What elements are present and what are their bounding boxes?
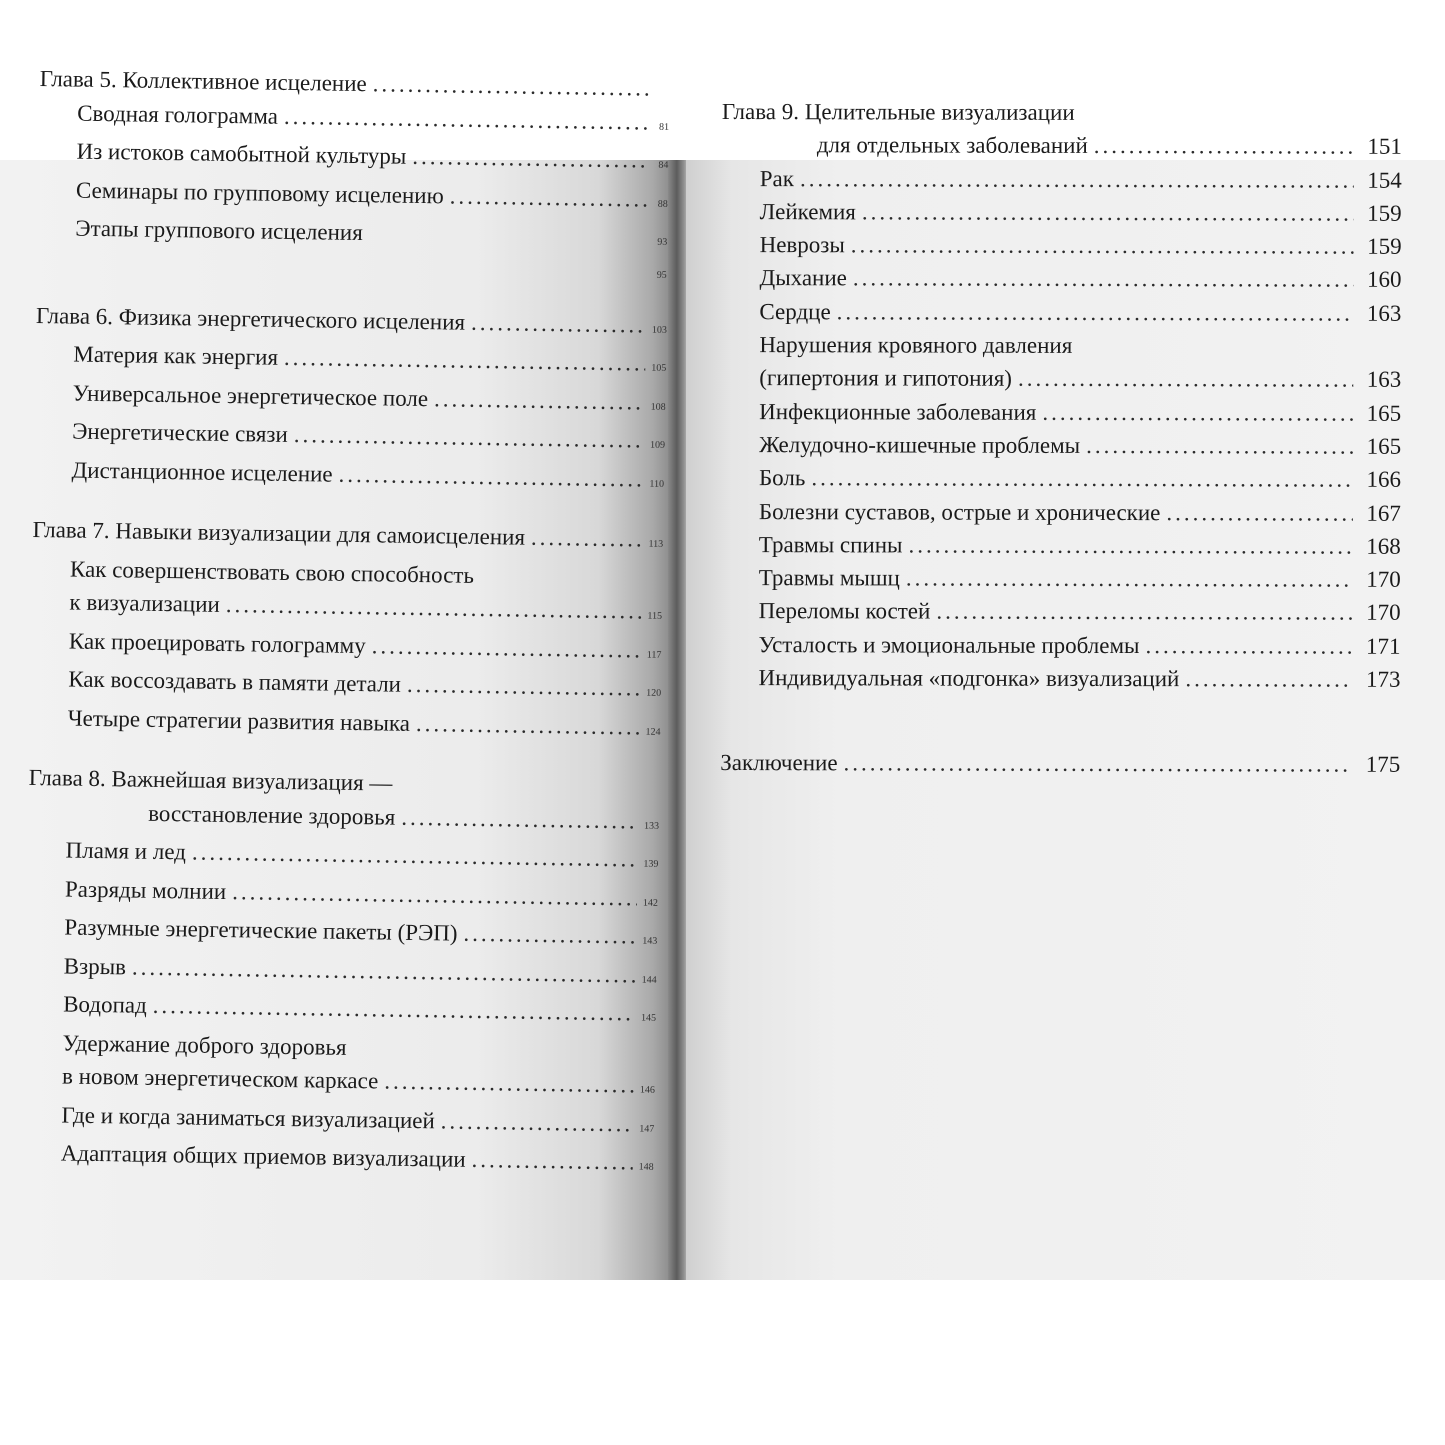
page-number: 159 — [1367, 200, 1402, 226]
entry-title: в новом энергетическом каркасе — [61, 1063, 379, 1094]
page-number: 160 — [1366, 267, 1402, 293]
page-number: 159 — [1367, 233, 1402, 259]
leader-dots — [294, 418, 645, 457]
leader-dots — [531, 521, 643, 556]
toc-entry — [721, 561, 1401, 596]
toc-entry — [722, 195, 1402, 230]
toc-entry — [722, 128, 1402, 163]
conclusion-title: Заключение — [720, 750, 838, 776]
page-number: 147 — [639, 1123, 655, 1135]
leader-dots — [1018, 362, 1353, 396]
page-number: 166 — [1366, 466, 1402, 493]
leader-dots — [371, 629, 641, 667]
entry-title: Инфекционные заболевания — [759, 398, 1037, 425]
entry-title: Как совершенствовать свою способность — [69, 556, 475, 588]
leader-dots — [862, 195, 1354, 230]
chapter-title: Глава 8. Важнейшая визуализация — — [28, 764, 393, 796]
entry-title: Как проецировать голограмму — [68, 628, 366, 658]
page-number: 145 — [640, 1012, 657, 1024]
leader-dots — [1185, 662, 1352, 696]
entry-title: Сердце — [759, 298, 831, 325]
toc-entry — [722, 95, 1402, 130]
chapter-title: Глава 5. Коллективное исцеление — [39, 65, 367, 97]
entry-title: Усталость и эмоциональные проблемы — [758, 631, 1140, 658]
page-number: 151 — [1367, 133, 1402, 160]
page-number: 170 — [1366, 566, 1401, 592]
entry-title: Из истоков самобытной культуры — [76, 138, 407, 169]
entry-title: Сводная голограмма — [77, 100, 279, 129]
leader-dots — [1166, 496, 1353, 530]
leader-dots — [908, 528, 1352, 562]
page-number: 109 — [649, 439, 666, 451]
page-number: 139 — [643, 858, 659, 870]
leader-dots — [936, 595, 1352, 629]
entry-title: Дистанционное исцеление — [71, 457, 333, 487]
page-number: 165 — [1366, 433, 1402, 459]
leader-dots — [192, 835, 638, 875]
leader-dots — [1094, 129, 1354, 163]
entry-title: Разумные энергетические пакеты (РЭП) — [64, 914, 458, 946]
page-number: 124 — [645, 726, 661, 738]
leader-dots — [906, 562, 1353, 596]
entry-title: Четыре стратегии развития навыка — [67, 705, 411, 736]
leader-dots — [851, 229, 1354, 264]
toc-entry — [722, 162, 1402, 197]
toc-entry — [721, 328, 1401, 363]
entry-title: Травмы спины — [758, 531, 903, 558]
entry-title: Переломы костей — [758, 598, 931, 625]
chapter-title-continued: восстановление здоровья — [148, 800, 396, 830]
leader-dots — [1042, 396, 1353, 430]
chapter-title: Глава 9. Целительные визуализации — [721, 98, 1075, 125]
chapter-title-continued: для отдельных заболеваний — [816, 132, 1088, 159]
toc-left — [22, 62, 670, 1206]
toc-entry — [721, 495, 1401, 530]
entry-title: Нарушения кровяного давления — [759, 332, 1073, 358]
toc-entry — [721, 594, 1401, 629]
page-number: 175 — [1365, 752, 1401, 778]
leader-dots — [441, 1104, 634, 1141]
page-number: 170 — [1366, 600, 1401, 626]
spacer — [720, 716, 1400, 748]
toc-entry — [721, 628, 1401, 663]
leader-dots — [1145, 629, 1352, 663]
page-number: 115 — [647, 610, 663, 622]
leader-dots — [372, 67, 649, 105]
entry-title: Этапы группового исцеления — [75, 215, 363, 246]
page-number: 117 — [646, 649, 662, 661]
entry-title: Материя как энергия — [73, 341, 279, 370]
leader-dots — [384, 1065, 634, 1102]
entry-title: Болезни суставов, острые и хронические — [758, 498, 1161, 525]
leader-dots — [132, 950, 636, 991]
entry-title: Универсальное энергетическое поле — [72, 380, 429, 411]
toc-entry — [721, 261, 1401, 296]
page-number: 93 — [657, 236, 668, 248]
entry-title: Семинары по групповому исцелению — [75, 177, 444, 208]
entry-title: Как воссоздавать в памяти детали — [68, 666, 402, 697]
page-number: 113 — [648, 538, 664, 550]
leader-dots — [449, 179, 648, 216]
page-number: 142 — [642, 897, 658, 909]
chapter-title: Глава 6. Физика энергетического исцеления — [35, 302, 466, 335]
page-number: 105 — [651, 362, 667, 374]
page-number: 173 — [1365, 666, 1401, 692]
entry-title: Пламя и лед — [65, 837, 187, 865]
page-number: 171 — [1366, 633, 1401, 659]
entry-title: Лейкемия — [759, 198, 856, 225]
toc-entry — [721, 361, 1401, 396]
entry-title: Где и когда заниматься визуализацией — [61, 1101, 435, 1133]
page-number: 154 — [1367, 167, 1402, 193]
leader-dots — [853, 262, 1354, 297]
entry-title: к визуализации — [69, 589, 221, 617]
entry-title: Желудочно-кишечные проблемы — [759, 432, 1081, 458]
page-number: 163 — [1366, 367, 1402, 393]
leader-dots — [232, 875, 637, 915]
entry-title: Рак — [759, 165, 795, 191]
leader-dots — [407, 668, 641, 705]
entry-title: Взрыв — [63, 952, 127, 979]
leader-dots — [844, 747, 1353, 782]
page-number: 108 — [650, 401, 666, 413]
chapter-7 — [29, 513, 662, 749]
chapter-6 — [33, 298, 666, 500]
entry-title: Дыхание — [759, 265, 847, 291]
chapter-8 — [23, 761, 659, 1184]
entry-title: Разряды молнии — [64, 875, 227, 904]
leader-dots — [1086, 429, 1353, 463]
leader-dots — [471, 1143, 633, 1179]
page-number: 88 — [657, 198, 668, 210]
chapter-9 — [720, 95, 1402, 696]
page-number: 81 — [658, 121, 670, 133]
leader-dots — [338, 457, 643, 495]
leader-dots — [153, 989, 636, 1030]
toc-entry — [721, 428, 1401, 463]
entry-title: (гипертония и гипотония) — [759, 365, 1013, 392]
page-number: 165 — [1366, 400, 1402, 426]
leader-dots — [226, 588, 642, 628]
leader-dots — [463, 917, 636, 953]
toc-entry — [721, 395, 1401, 430]
toc-entry — [721, 461, 1401, 496]
entry-title: Боль — [758, 465, 806, 491]
entry-title: Удержание доброго здоровья — [62, 1029, 347, 1060]
page-number: 84 — [658, 159, 669, 171]
page-number: 146 — [639, 1084, 656, 1096]
toc-entry — [721, 295, 1401, 330]
leader-dots — [401, 800, 638, 837]
entry-title: Энергетические связи — [72, 418, 289, 447]
page-number: 95 — [656, 269, 667, 281]
leader-dots — [284, 341, 646, 380]
leader-dots — [837, 295, 1354, 330]
toc-right — [720, 95, 1402, 781]
toc-entry — [720, 661, 1400, 696]
page-number: 133 — [643, 820, 660, 832]
entry-title: Индивидуальная «подгонка» визуализаций — [758, 665, 1180, 692]
leader-dots — [416, 706, 640, 743]
toc-entry — [721, 528, 1401, 563]
toc-entry-conclusion — [720, 746, 1400, 781]
leader-dots — [800, 162, 1354, 197]
page-number: 103 — [651, 324, 667, 336]
entry-title: Травмы мышц — [758, 565, 900, 591]
toc-entry — [722, 228, 1402, 263]
page-number: 110 — [649, 478, 665, 490]
entry-title: Неврозы — [759, 232, 845, 258]
page-number: 163 — [1366, 300, 1402, 326]
leader-dots — [412, 140, 649, 177]
entry-title: Водопад — [63, 991, 148, 1018]
leader-dots — [434, 382, 645, 419]
page-number: 167 — [1366, 500, 1401, 526]
entry-title: Адаптация общих приемов визуализации — [60, 1140, 466, 1172]
leader-dots — [811, 462, 1353, 497]
page-number: 120 — [646, 687, 662, 699]
page-number: 143 — [642, 935, 658, 947]
leader-dots — [284, 99, 650, 138]
leader-dots — [471, 305, 646, 341]
chapter-title: Глава 7. Навыки визуализации для самоисцеления — [32, 516, 526, 550]
page-number: 144 — [641, 974, 657, 986]
page-number: 148 — [638, 1161, 654, 1173]
chapter-5 — [37, 62, 670, 286]
page-number: 168 — [1366, 533, 1401, 559]
